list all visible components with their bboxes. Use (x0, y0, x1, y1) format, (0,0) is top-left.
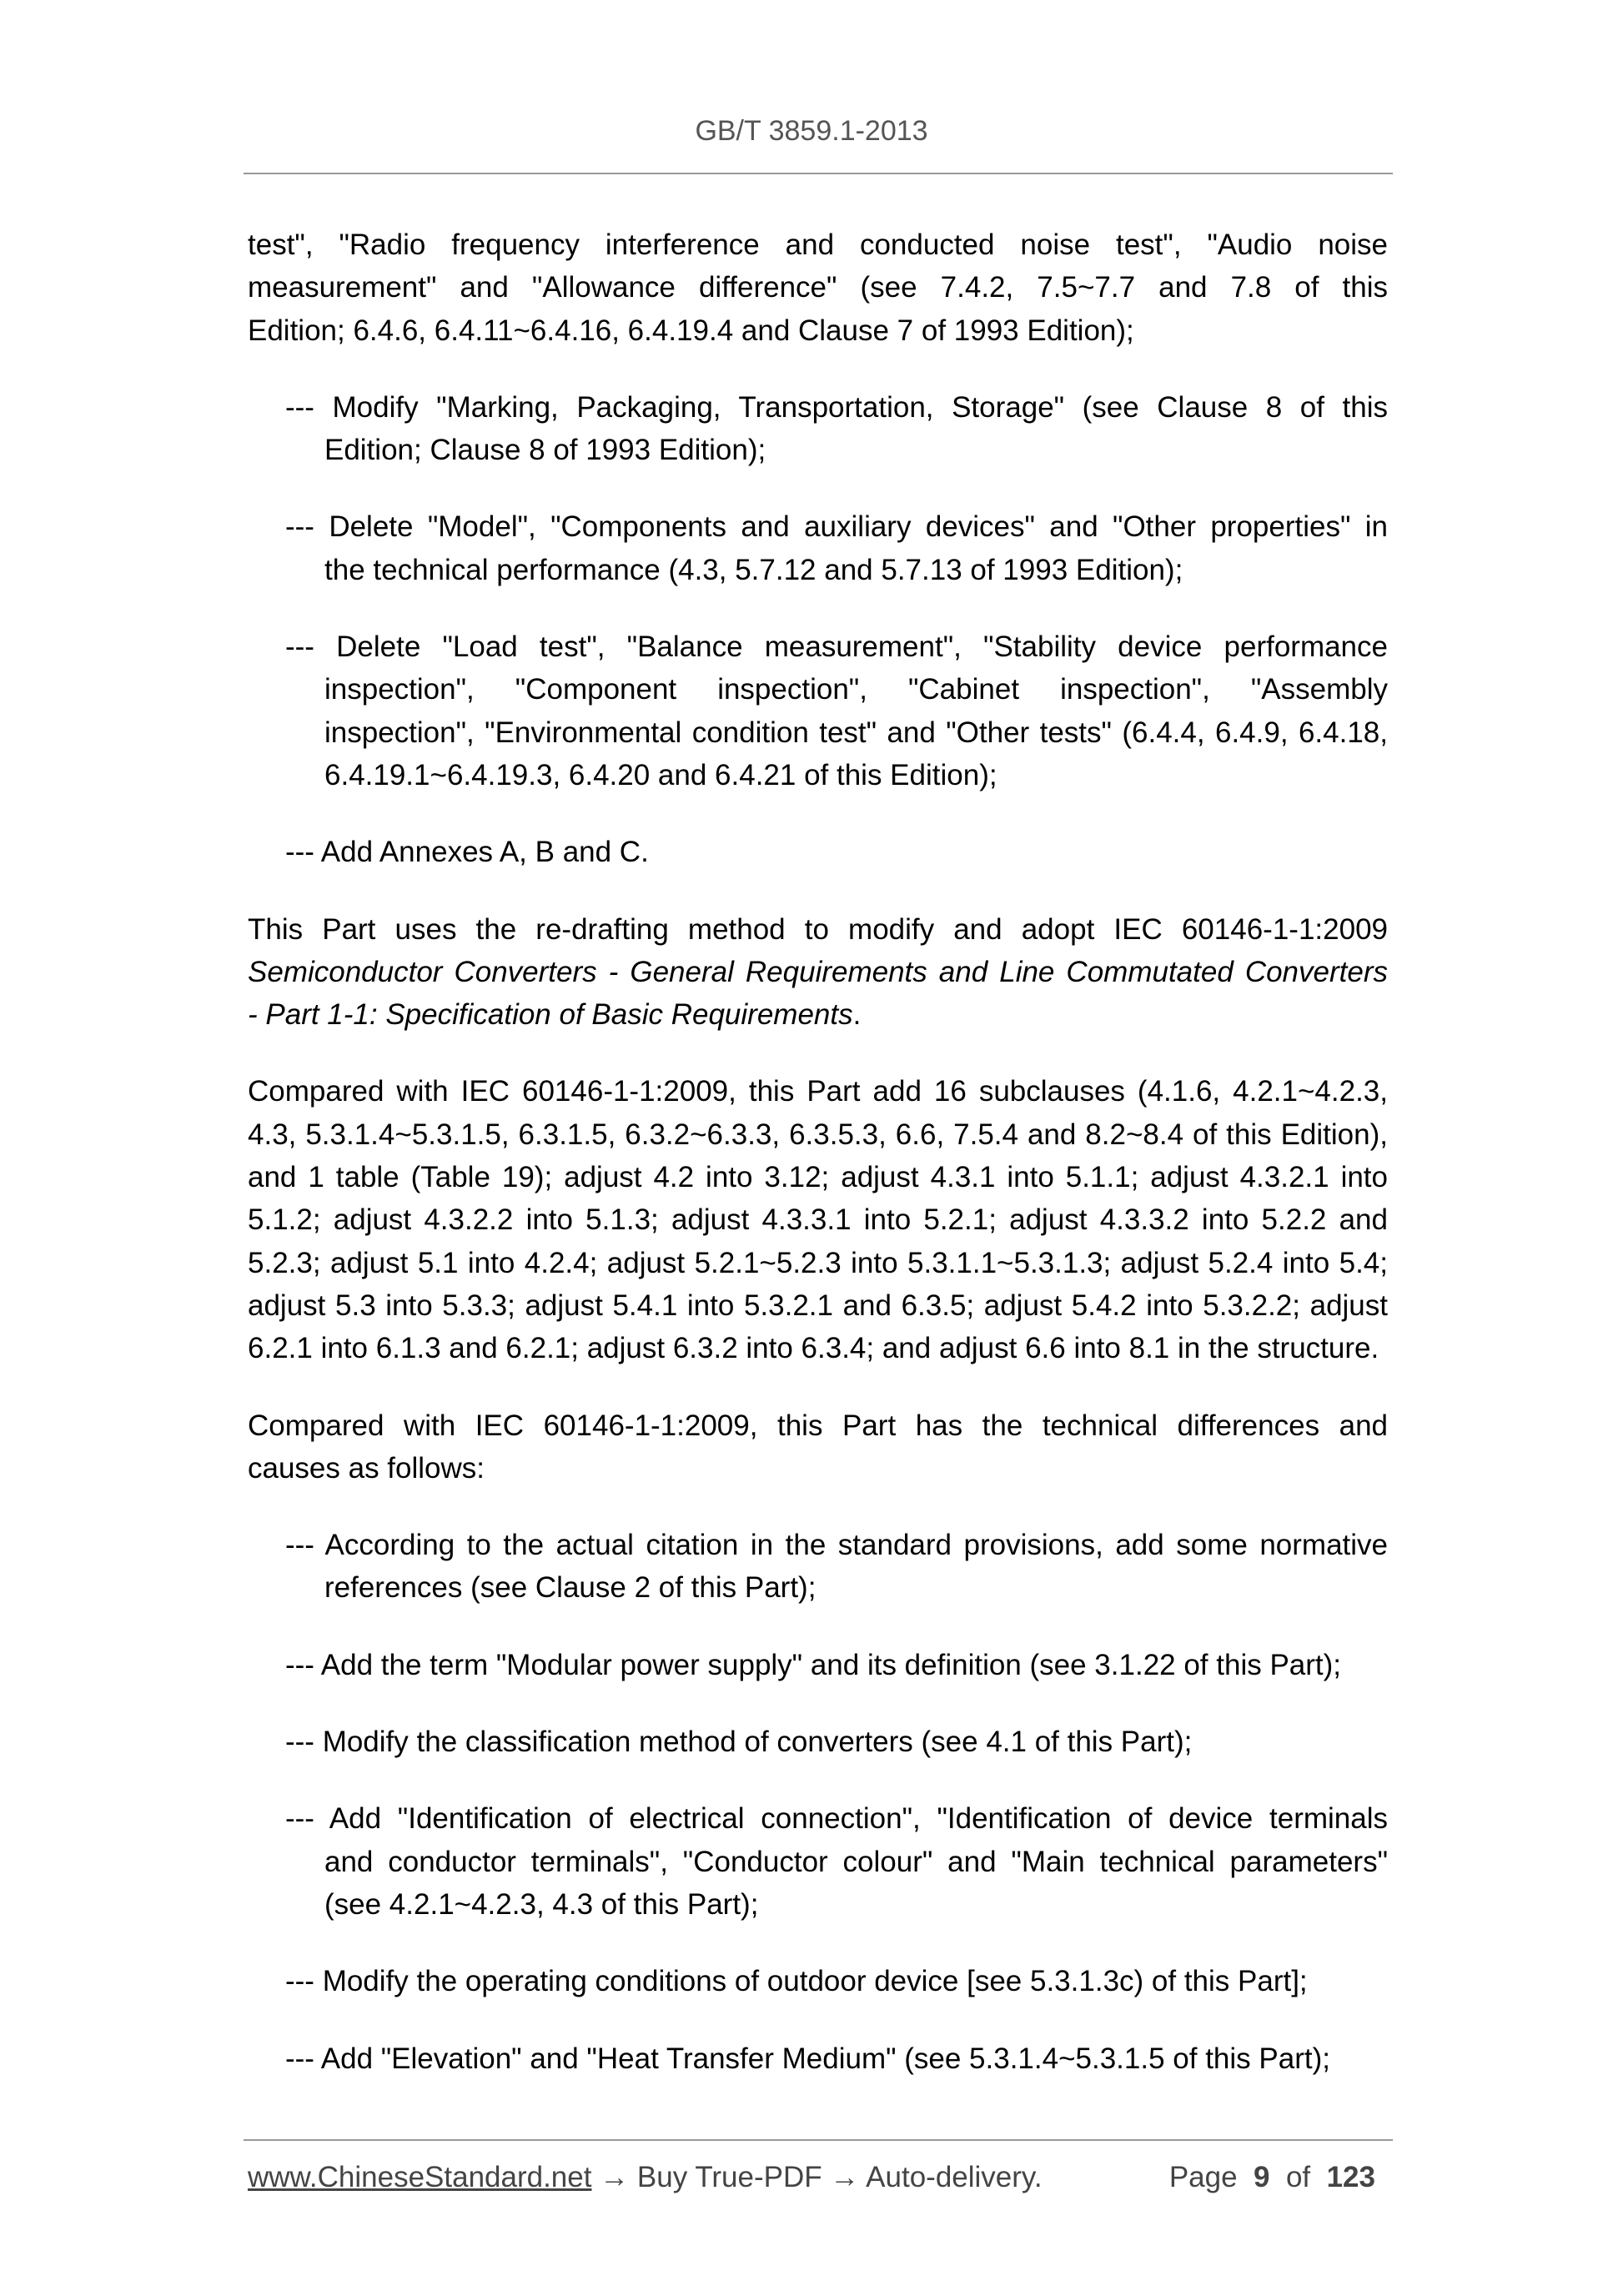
text-line: --- Modify the operating conditions of outdoor device [see 5.3.1.3c) of this Part]; (285, 1965, 1308, 1998)
text-line: measurement" and "Allowance difference" (see 7.4.2, 7.5~7.7 and 7.8 of this (248, 271, 1388, 304)
bullet-item (248, 2037, 1388, 2080)
bullet-item (248, 1721, 1388, 1763)
italic-title-text: - Part 1-1: Specification of Basic Requirements (248, 998, 853, 1032)
text-line: --- Add Annexes A, B and C. (285, 836, 649, 869)
text-line: Edition; Clause 8 of 1993 Edition); (324, 434, 766, 467)
footer-divider (244, 2139, 1393, 2141)
text-line: This Part uses the re-drafting method to modify and adopt IEC 60146-1-1:2009 (248, 912, 1388, 946)
text-line: 6.2.1 into 6.1.3 and 6.2.1; adjust 6.3.2 into 6.3.4; and adjust 6.6 into 8.1 in the structure. (248, 1332, 1379, 1365)
text-line: (see 4.2.1~4.2.3, 4.3 of this Part); (324, 1887, 759, 1921)
text-line: --- Add "Elevation" and "Heat Transfer Medium" (see 5.3.1.4~5.3.1.5 of this Part); (285, 2042, 1330, 2075)
text-line (248, 951, 1388, 993)
bullet-item (248, 505, 1388, 591)
text-segment: . (852, 998, 862, 1032)
text-line: --- Modify the classification method of converters (see 4.1 of this Part); (285, 1726, 1193, 1759)
document-header-title: GB/T 3859.1-2013 (695, 115, 928, 147)
footer-promo (248, 2161, 1043, 2194)
header-divider (244, 173, 1393, 174)
italic-title-text: Semiconductor Converters - General Requirements and Line Commutated Converters (248, 955, 1388, 988)
text-line: and conductor terminals", "Conductor colour" and "Main technical parameters" (324, 1845, 1388, 1878)
text-line: Compared with IEC 60146-1-1:2009, this Part has the technical differences and (248, 1409, 1388, 1442)
text-line: inspection", "Environmental condition test" and "Other tests" (6.4.4, 6.4.9, 6.4.18, (324, 716, 1388, 749)
website-link[interactable]: www.ChineseStandard.net (248, 2161, 592, 2193)
text-line: and 1 table (Table 19); adjust 4.2 into 3.12; adjust 4.3.1 into 5.1.1; adjust 4.3.2.1 into (248, 1161, 1388, 1194)
bullet-item (248, 386, 1388, 472)
text-line: 5.2.3; adjust 5.1 into 4.2.4; adjust 5.2.1~5.2.3 into 5.3.1.1~5.3.1.3; adjust 5.2.4 into 5.4; (248, 1246, 1388, 1279)
text-line: --- Delete "Model", "Components and auxiliary devices" and "Other properties" in (285, 510, 1388, 544)
page-label: Page (1168, 2161, 1238, 2193)
text-line: references (see Clause 2 of this Part); (324, 1571, 817, 1605)
bullet-item (248, 1797, 1388, 1926)
paragraph (248, 1404, 1388, 1490)
text-line: inspection", "Component inspection", "Cabinet inspection", "Assembly (324, 673, 1388, 706)
text-line: adjust 5.3 into 5.3.3; adjust 5.4.1 into 5.3.2.1 and 6.3.5; adjust 5.4.2 into 5.3.2.2; adjust (248, 1289, 1388, 1322)
text-line: the technical performance (4.3, 5.7.12 and 5.7.13 of 1993 Edition); (324, 553, 1183, 586)
text-line: --- Modify "Marking, Packaging, Transportation, Storage" (see Clause 8 of this (285, 390, 1388, 424)
text-line: causes as follows: (248, 1451, 485, 1485)
of-label: of (1285, 2161, 1311, 2193)
paragraph (248, 908, 1388, 1037)
text-line: 4.3, 5.3.1.4~5.3.1.5, 6.3.1.5, 6.3.2~6.3.3, 6.3.5.3, 6.6, 7.5.4 and 8.2~8.4 of this Edition), (248, 1118, 1388, 1151)
text-line: 5.1.2; adjust 4.3.2.2 into 5.1.3; adjust 4.3.3.1 into 5.2.1; adjust 4.3.3.2 into 5.2.2 and (248, 1203, 1388, 1237)
footer (248, 2161, 1375, 2194)
paragraph (248, 1070, 1388, 1369)
bullet-item (248, 1524, 1388, 1610)
page-indicator (1169, 2161, 1375, 2194)
footer-tagline: → Buy True-PDF → Auto-delivery. (591, 2161, 1043, 2193)
text-line: 6.4.19.1~6.4.19.3, 6.4.20 and 6.4.21 of this Edition); (324, 758, 997, 791)
bullet-item (248, 1644, 1388, 1686)
document-body (248, 224, 1388, 2114)
text-line: --- Add "Identification of electrical connection", "Identification of device terminals (285, 1802, 1388, 1836)
text-line: Edition; 6.4.6, 6.4.11~6.4.16, 6.4.19.4 and Clause 7 of 1993 Edition); (248, 314, 1134, 347)
page-total: 123 (1326, 2161, 1375, 2193)
text-line: Compared with IEC 60146-1-1:2009, this Part add 16 subclauses (4.1.6, 4.2.1~4.2.3, (248, 1075, 1388, 1108)
text-line: --- According to the actual citation in the standard provisions, add some normative (285, 1529, 1388, 1562)
paragraph (248, 224, 1388, 352)
text-line: test", "Radio frequency interference and conducted noise test", "Audio noise (248, 229, 1388, 261)
text-line: --- Delete "Load test", "Balance measurement", "Stability device performance (285, 631, 1388, 664)
text-line: --- Add the term "Modular power supply" and its definition (see 3.1.22 of this Part); (285, 1648, 1342, 1681)
bullet-item (248, 625, 1388, 796)
page-number: 9 (1254, 2161, 1270, 2193)
bullet-item (248, 831, 1388, 873)
bullet-item (248, 1960, 1388, 2002)
text-line (248, 993, 1388, 1036)
